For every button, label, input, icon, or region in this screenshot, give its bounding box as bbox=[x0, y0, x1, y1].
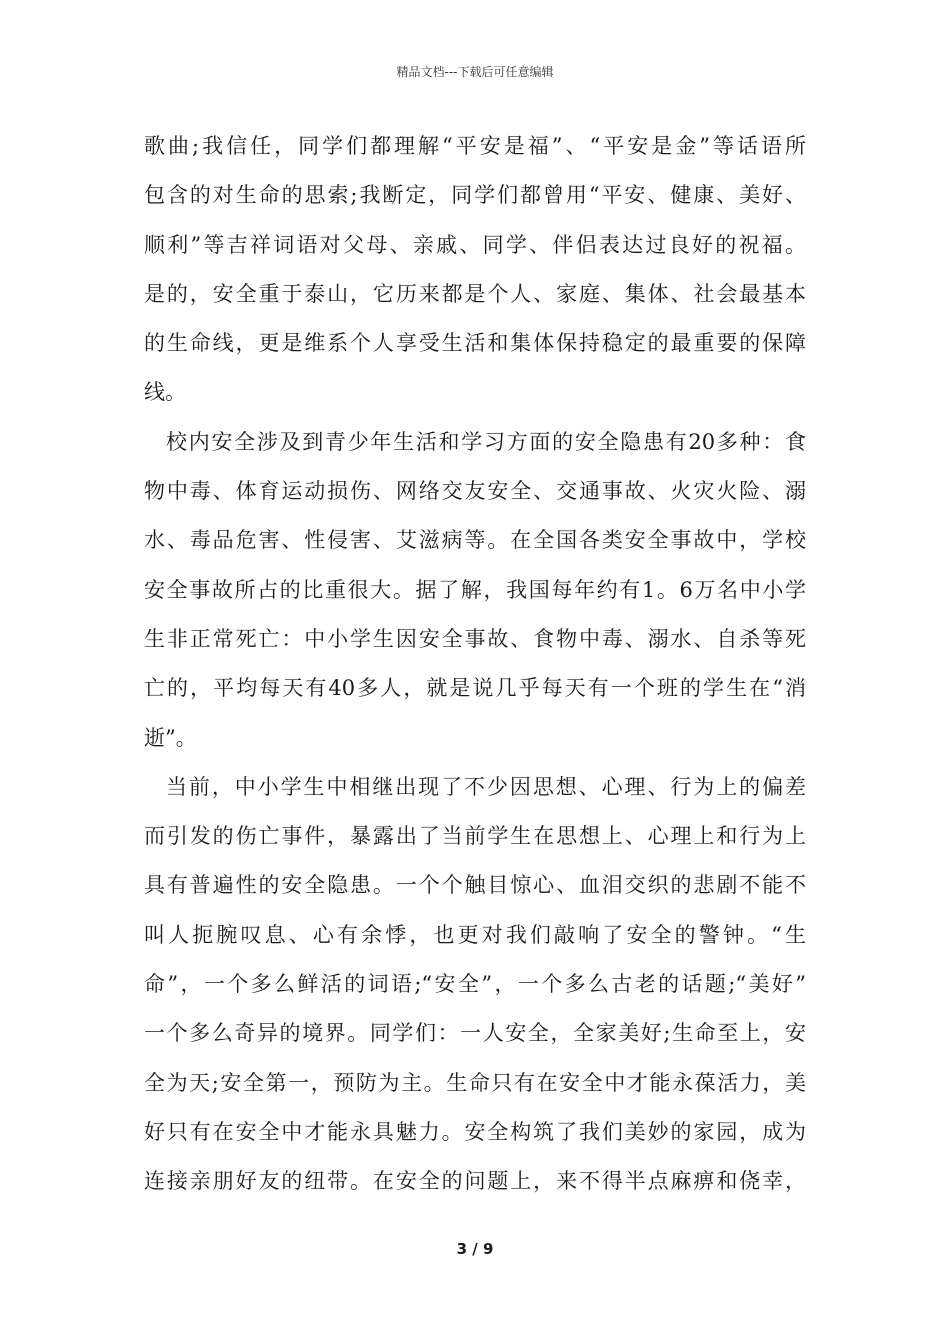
text-line: 逝”。 bbox=[144, 725, 197, 750]
text-line: 的生命线，更是维系个人享受生活和集体保持稳定的最重要的保障 bbox=[144, 331, 806, 356]
text-line: 水、毒品危害、性侵害、艾滋病等。在全国各类安全事故中，学校 bbox=[144, 528, 806, 553]
text-line: 叫人扼腕叹息、心有余悸，也更对我们敲响了安全的警钟。“生 bbox=[144, 922, 806, 947]
text-line: 歌曲;我信任，同学们都理解“平安是福”、“平安是金”等话语所 bbox=[144, 134, 806, 158]
text-line: 全为天;安全第一，预防为主。生命只有在安全中才能永葆活力，美 bbox=[144, 1070, 806, 1095]
text-line: 而引发的伤亡事件，暴露出了当前学生在思想上、心理上和行为上 bbox=[144, 824, 806, 849]
document-body bbox=[144, 122, 806, 1207]
text-line: 具有普遍性的安全隐患。一个个触目惊心、血泪交织的悲剧不能不 bbox=[144, 873, 806, 898]
page-number: 3 / 9 bbox=[456, 1240, 494, 1258]
text-line: 物中毒、体育运动损伤、网络交友安全、交通事故、火灾火险、溺 bbox=[144, 479, 806, 504]
text-line: 包含的对生命的思索;我断定，同学们都曾用“平安、健康、美好、 bbox=[144, 183, 806, 208]
paragraph-first-line: 校内安全涉及到青少年生活和学习方面的安全隐患有20多种：食 bbox=[166, 429, 806, 454]
text-line: 一个多么奇异的境界。同学们：一人安全，全家美好;生命至上，安 bbox=[144, 1021, 806, 1046]
paragraph-first-line: 当前，中小学生中相继出现了不少因思想、心理、行为上的偏差 bbox=[166, 774, 806, 799]
text-line: 生非正常死亡：中小学生因安全事故、食物中毒、溺水、自杀等死 bbox=[144, 626, 806, 651]
text-line: 亡的，平均每天有40多人，就是说几乎每天有一个班的学生在“消 bbox=[144, 676, 806, 701]
text-line: 连接亲朋好友的纽带。在安全的问题上，来不得半点麻痹和侥幸， bbox=[144, 1169, 806, 1194]
page-header: 精品文档---下载后可任意编辑 bbox=[396, 65, 554, 79]
text-line: 线。 bbox=[144, 380, 186, 405]
text-line: 安全事故所占的比重很大。据了解，我国每年约有1。6万名中小学 bbox=[144, 577, 806, 602]
text-line: 顺利”等吉祥词语对父母、亲戚、同学、伴侣表达过良好的祝福。 bbox=[144, 232, 806, 257]
text-line: 好只有在安全中才能永具魅力。安全构筑了我们美妙的家园，成为 bbox=[144, 1119, 806, 1144]
text-line: 命”，一个多么鲜活的词语;“安全”，一个多么古老的话题;“美好” bbox=[144, 972, 806, 997]
text-line: 是的，安全重于泰山，它历来都是个人、家庭、集体、社会最基本 bbox=[144, 281, 806, 306]
